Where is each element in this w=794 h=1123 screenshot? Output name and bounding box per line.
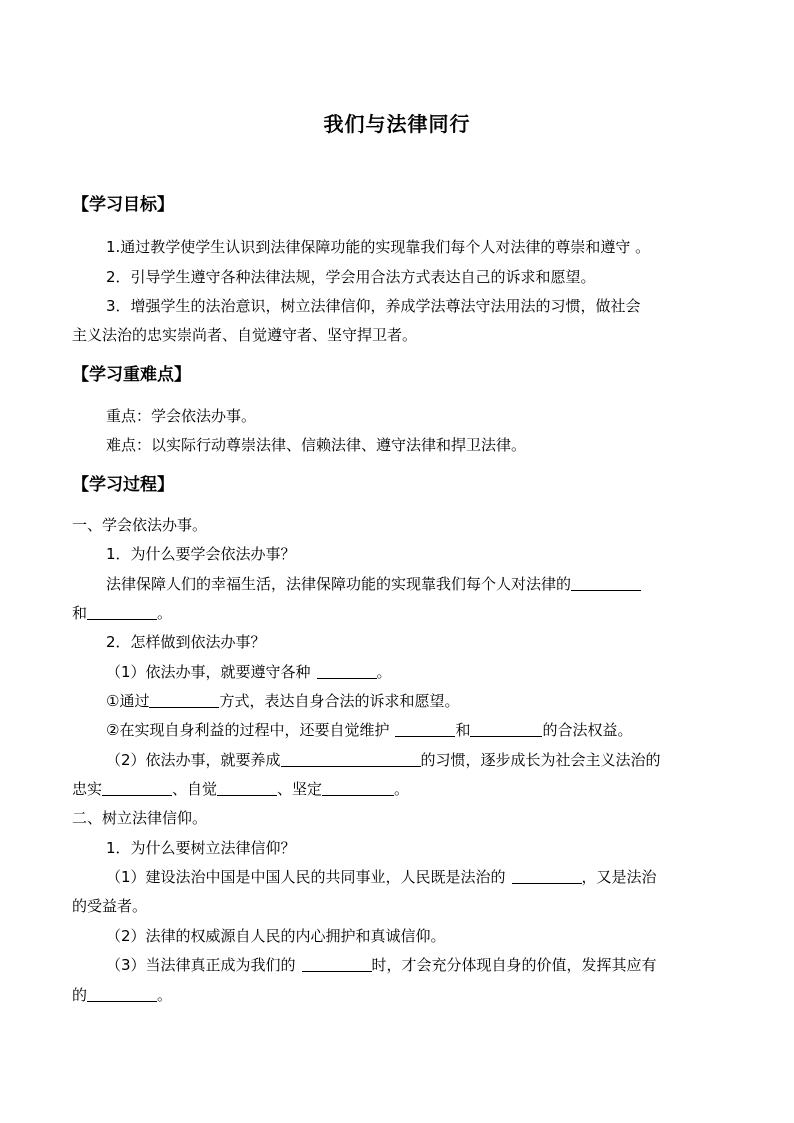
part-2-heading: 二、树立法律信仰。 — [72, 809, 208, 827]
text-segment: 忠实 — [72, 780, 103, 798]
text-segment: （1）建设法治中国是中国人民的共同事业，人民既是法治的 — [106, 868, 506, 886]
question-r1-item-1-cont: 的受益者。 — [72, 897, 148, 915]
goal-line-3: 3．增强学生的法治意识，树立法律信仰，养成学法尊法守法用法的习惯，做社会 — [106, 297, 641, 315]
text-segment: 。 — [376, 663, 392, 681]
question-1-text-cont — [72, 602, 732, 623]
part-1-heading: 一、学会依法办事。 — [72, 516, 208, 534]
question-2-item-2 — [72, 749, 766, 770]
question-r1-item-3-cont — [72, 984, 732, 1005]
fill-blank[interactable] — [571, 574, 641, 591]
fill-blank[interactable] — [317, 662, 377, 679]
text-segment: 的习惯，逐步成长为社会主义法治的 — [420, 751, 661, 769]
text-segment: ，又是法治 — [581, 868, 657, 886]
text-segment: 、自觉 — [172, 780, 218, 798]
fill-blank[interactable] — [302, 955, 372, 972]
goal-line-2: 2．引导学生遵守各种法律法规，学会用合法方式表达自己的诉求和愿望。 — [106, 268, 596, 286]
section-heading-goals: 【学习目标】 — [72, 195, 174, 215]
text-segment: （1）依法办事，就要遵守各种 — [106, 663, 311, 681]
text-segment: （3）当法律真正成为我们的 — [106, 956, 296, 974]
key-point-difficulty: 难点：以实际行动尊崇法律、信赖法律、遵守法律和捍卫法律。 — [106, 436, 527, 454]
text-segment: 和 — [72, 604, 88, 622]
fill-blank[interactable] — [322, 779, 394, 796]
question-2-circle-1 — [72, 690, 766, 711]
goal-line-1: 1.通过教学使学生认识到法律保障功能的实现靠我们每个人对法律的尊崇和遵守 。 — [106, 238, 651, 256]
text-segment: 的 — [72, 986, 88, 1004]
fill-blank[interactable] — [149, 691, 219, 708]
question-2-circle-2 — [72, 719, 766, 740]
question-r1: 1．为什么要树立法律信仰？ — [106, 839, 296, 857]
fill-blank[interactable] — [217, 779, 277, 796]
page-title: 我们与法律同行 — [323, 112, 471, 136]
text-segment: （2）依法办事，就要养成 — [106, 751, 281, 769]
text-segment: 和 — [455, 721, 471, 739]
question-2-item-1 — [72, 661, 766, 682]
question-1: 1．为什么要学会依法办事？ — [106, 545, 296, 563]
goal-line-4: 主义法治的忠实崇尚者、自觉遵守者、坚守捍卫者。 — [72, 326, 418, 344]
text-segment: 时，才会充分体现自身的价值，发挥其应有 — [371, 956, 657, 974]
text-segment: ①通过 — [106, 692, 150, 710]
key-point-focus: 重点：学会依法办事。 — [106, 407, 257, 425]
text-segment: 。 — [157, 604, 173, 622]
question-2: 2．怎样做到依法办事？ — [106, 633, 266, 651]
text-segment: 。 — [394, 780, 410, 798]
fill-blank[interactable] — [87, 603, 157, 620]
text-segment: 法律保障人们的幸福生活，法律保障功能的实现靠我们每个人对法律的 — [106, 575, 572, 593]
question-r1-item-1 — [72, 866, 766, 887]
text-segment: ②在实现自身利益的过程中，还要自觉维护 — [106, 721, 390, 739]
question-r1-item-3 — [72, 954, 766, 975]
fill-blank[interactable] — [470, 720, 542, 737]
text-segment: 。 — [157, 986, 173, 1004]
section-heading-process: 【学习过程】 — [72, 475, 174, 495]
fill-blank[interactable] — [512, 867, 582, 884]
fill-blank[interactable] — [87, 985, 157, 1002]
question-2-item-2-cont — [72, 778, 732, 799]
fill-blank[interactable] — [102, 779, 172, 796]
text-segment: 的合法权益。 — [542, 721, 633, 739]
text-segment: 、坚定 — [277, 780, 323, 798]
fill-blank[interactable] — [281, 750, 421, 767]
fill-blank[interactable] — [395, 720, 455, 737]
text-segment: 方式，表达自身合法的诉求和愿望。 — [219, 692, 460, 710]
question-r1-item-2: （2）法律的权威源自人民的内心拥护和真诚信仰。 — [106, 927, 446, 945]
section-heading-key-points: 【学习重难点】 — [72, 365, 191, 385]
question-1-text — [72, 573, 766, 594]
